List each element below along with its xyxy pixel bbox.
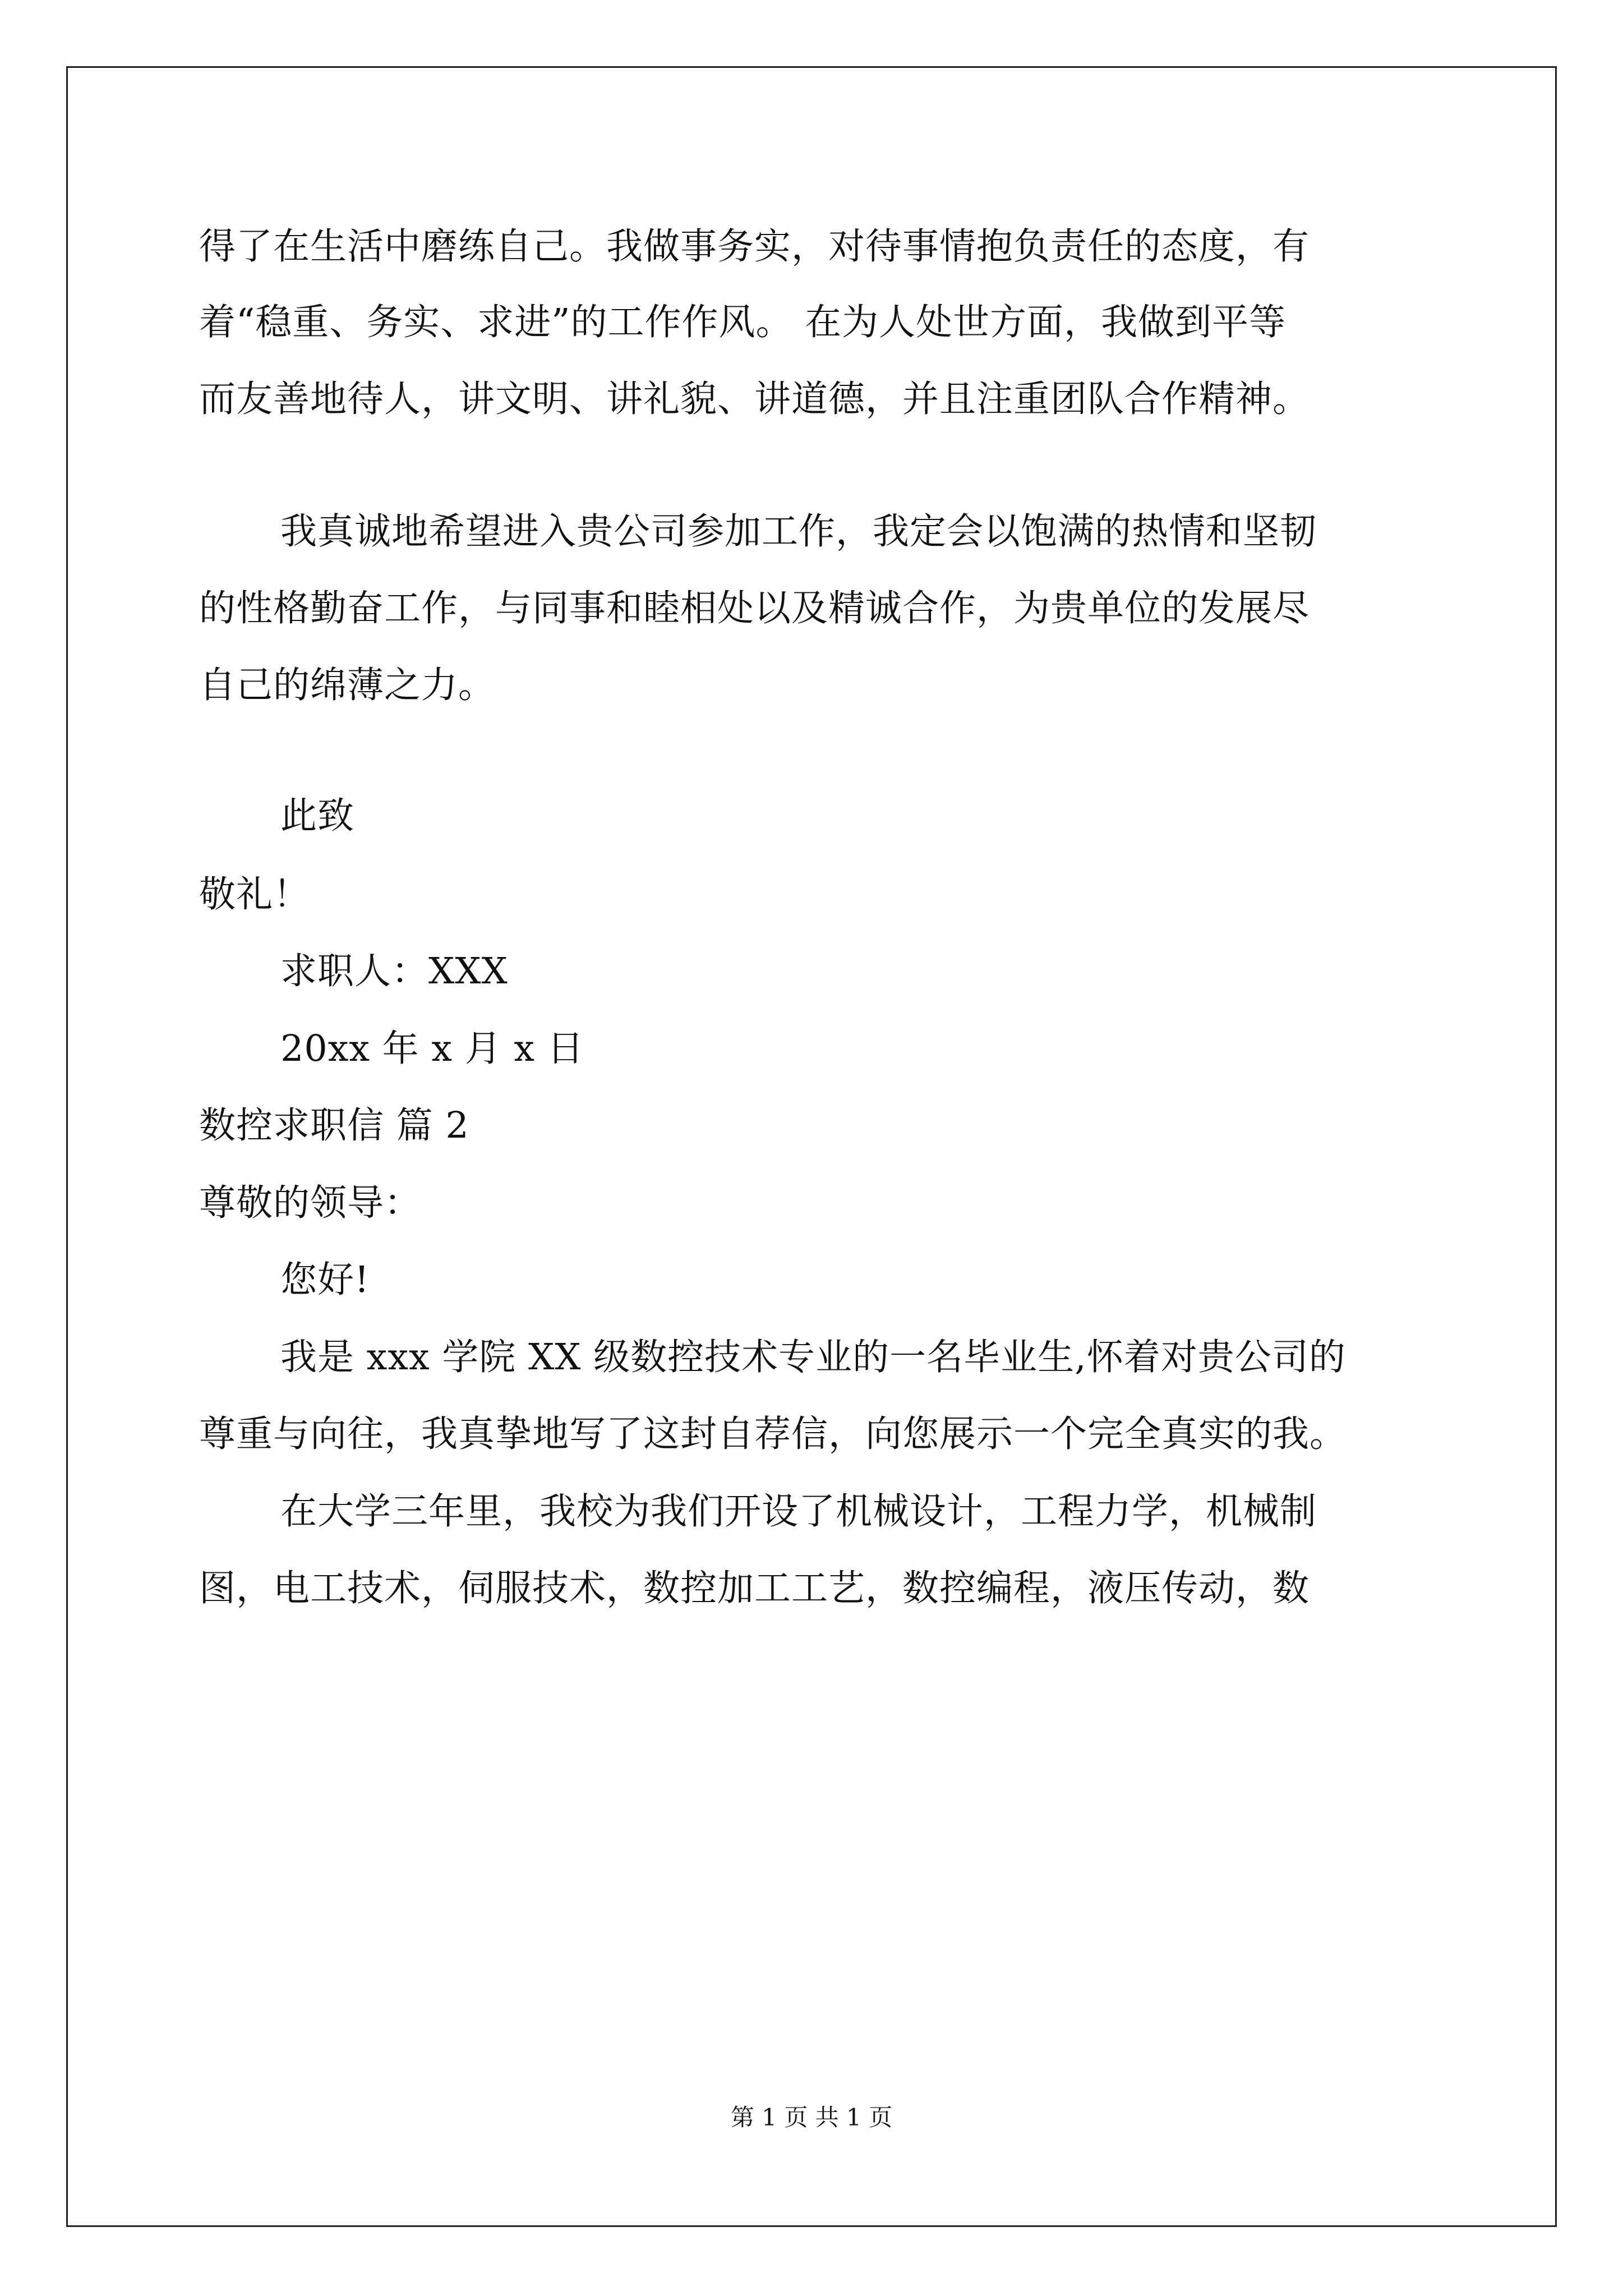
greeting: 尊敬的领导：	[199, 1182, 422, 1224]
greeting-hello: 您好!	[280, 1259, 370, 1301]
text-line: 尊重与向往，我真挚地写了这封自荐信，向您展示一个完全真实的我。	[199, 1413, 1347, 1455]
text-line: 的性格勤奋工作，与同事和睦相处以及精诚合作，为贵单位的发展尽	[199, 587, 1310, 629]
text-line: 着“稳重、务实、求进”的工作作风。 在为人处世方面，我做到平等	[199, 301, 1287, 343]
text-line: 我是 xxx 学院 XX 级数控技术专业的一名毕业生,怀着对贵公司的	[280, 1336, 1346, 1378]
text-line: 得了在生活中磨练自己。我做事务实，对待事情抱负责任的态度，有	[199, 226, 1310, 268]
page-footer: 第 1 页 共 1 页	[730, 2104, 893, 2131]
salutation-closing: 此致	[280, 795, 355, 837]
signature-name: 求职人：XXX	[280, 950, 508, 992]
text-line: 在大学三年里，我校为我们开设了机械设计，工程力学，机械制	[280, 1490, 1317, 1533]
text-line: 我真诚地希望进入贵公司参加工作，我定会以饱满的热情和坚韧	[280, 510, 1317, 553]
text-line: 图，电工技术，伺服技术，数控加工工艺，数控编程，液压传动，数	[199, 1567, 1310, 1609]
text-line: 自己的绵薄之力。	[199, 664, 496, 706]
text-line: 而友善地待人，讲文明、讲礼貌、讲道德，并且注重团队合作精神。	[199, 378, 1310, 420]
signature-date: 20xx 年 x 月 x 日	[280, 1028, 584, 1070]
section-heading: 数控求职信 篇 2	[199, 1105, 469, 1147]
salutation-regards: 敬礼！	[199, 873, 311, 915]
